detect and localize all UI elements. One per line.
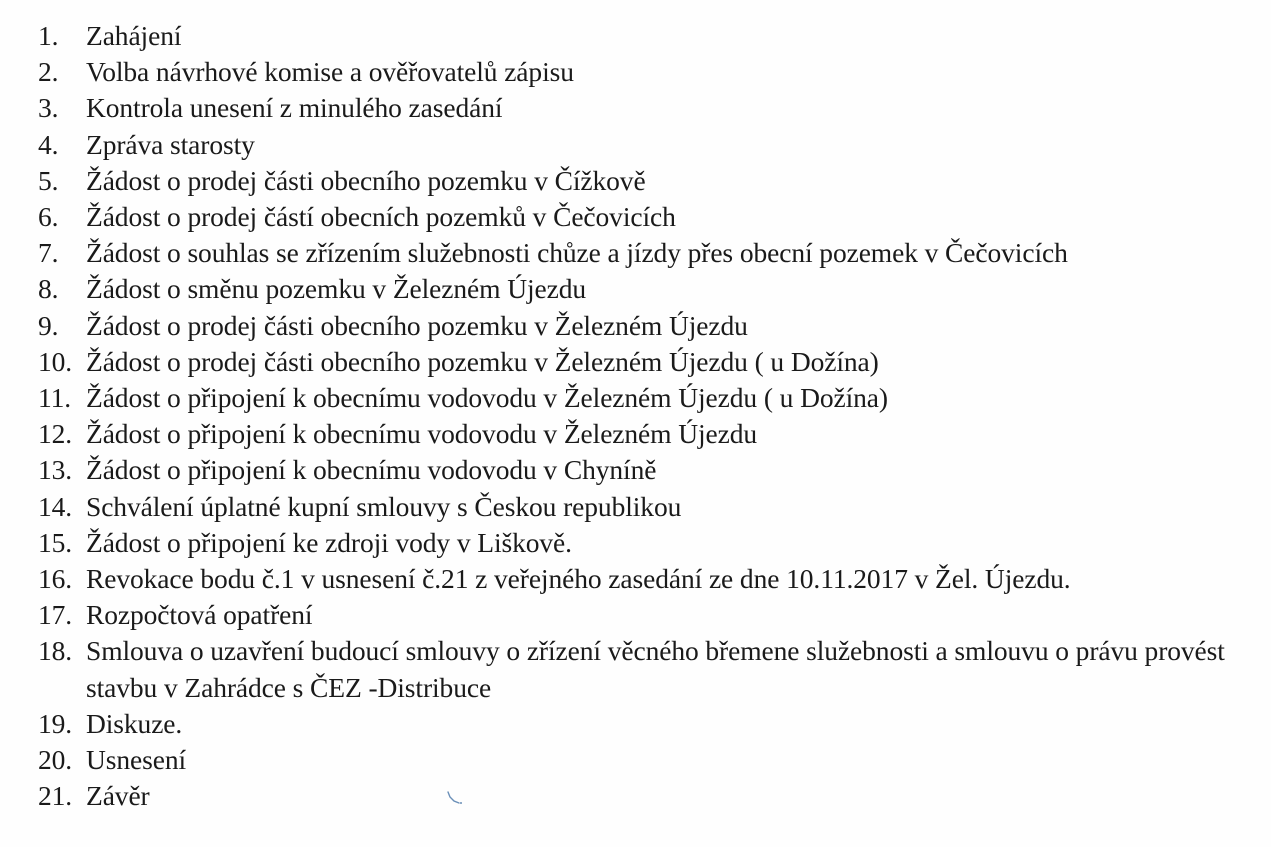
agenda-item [38, 163, 1263, 199]
agenda-item-number: 13. [38, 454, 73, 486]
agenda-item-text: Schválení úplatné kupní smlouvy s Českou republikou [86, 490, 682, 522]
agenda-item-text: Zpráva starosty [86, 128, 255, 160]
agenda-item-number: 14. [38, 490, 73, 522]
ink-speck-mark [446, 791, 466, 805]
agenda-item [38, 489, 1263, 525]
agenda-item-text: Smlouva o uzavření budoucí smlouvy o zřízení věcného břemene služebnosti a smlouvu o právu provést stavbu v Zahrádce s ČEZ -Distribuce [86, 635, 1225, 703]
agenda-item [38, 597, 1263, 633]
agenda-item-text: Volba návrhové komise a ověřovatelů zápisu [86, 56, 574, 88]
agenda-item-text: Žádost o prodej části obecního pozemku v Železném Újezdu [86, 309, 748, 341]
agenda-item [38, 54, 1263, 90]
agenda-item-text: Diskuze. [86, 707, 183, 739]
agenda-item-number: 5. [38, 164, 59, 196]
agenda-item-number: 2. [38, 56, 59, 88]
agenda-item [38, 308, 1263, 344]
agenda-item-number: 11. [38, 382, 72, 414]
agenda-item [38, 742, 1263, 778]
agenda-item-number: 9. [38, 309, 59, 341]
agenda-item-text: Rozpočtová opatření [86, 599, 313, 631]
agenda-item [38, 525, 1263, 561]
agenda-item-text: Žádost o připojení k obecnímu vodovodu v Železném Újezdu ( u Dožína) [86, 382, 888, 414]
agenda-item [38, 561, 1263, 597]
agenda-item [38, 452, 1263, 488]
agenda-item [38, 416, 1263, 452]
agenda-item-number: 12. [38, 418, 73, 450]
agenda-list [38, 18, 1263, 814]
agenda-item [38, 235, 1263, 271]
agenda-item-number: 1. [38, 20, 59, 51]
agenda-item-number: 4. [38, 128, 59, 160]
agenda-item-text: Zahájení [86, 20, 182, 51]
agenda-item [38, 199, 1263, 235]
agenda-item [38, 633, 1263, 705]
agenda-item-number: 15. [38, 526, 73, 558]
agenda-item [38, 271, 1263, 307]
agenda-item-text: Žádost o připojení k obecnímu vodovodu v Chyníně [86, 454, 657, 486]
agenda-item [38, 344, 1263, 380]
agenda-item-text: Žádost o připojení k obecnímu vodovodu v Železném Újezdu [86, 418, 758, 450]
agenda-item [38, 90, 1263, 126]
agenda-item [38, 18, 1263, 54]
agenda-item-text: Závěr [86, 780, 150, 812]
agenda-item-number: 18. [38, 635, 73, 667]
agenda-item [38, 706, 1263, 742]
agenda-item-number: 3. [38, 92, 59, 124]
agenda-item-number: 6. [38, 201, 59, 233]
agenda-item-number: 20. [38, 744, 73, 776]
agenda-item-text: Revokace bodu č.1 v usnesení č.21 z veřejného zasedání ze dne 10.11.2017 v Žel. Újezdu. [86, 563, 1071, 595]
agenda-item-number: 19. [38, 707, 73, 739]
agenda-item [38, 778, 1263, 814]
agenda-item-text: Žádost o souhlas se zřízením služebnosti chůze a jízdy přes obecní pozemek v Čečovicích [86, 237, 1068, 269]
agenda-item-text: Kontrola unesení z minulého zasedání [86, 92, 503, 124]
agenda-item-text: Žádost o připojení ke zdroji vody v Liškově. [86, 526, 572, 558]
agenda-item-text: Žádost o prodej částí obecních pozemků v Čečovicích [86, 201, 676, 233]
agenda-item-number: 21. [38, 780, 73, 812]
agenda-item-text: Usnesení [86, 744, 187, 776]
agenda-item-text: Žádost o směnu pozemku v Železném Újezdu [86, 273, 587, 305]
agenda-item [38, 127, 1263, 163]
agenda-item-number: 10. [38, 345, 73, 377]
agenda-item-text: Žádost o prodej části obecního pozemku v Železném Újezdu ( u Dožína) [86, 345, 879, 377]
agenda-item-text: Žádost o prodej části obecního pozemku v Čížkově [86, 164, 646, 196]
agenda-item-number: 8. [38, 273, 59, 305]
agenda-item-number: 16. [38, 563, 73, 595]
agenda-item-number: 7. [38, 237, 59, 269]
agenda-item-number: 17. [38, 599, 73, 631]
agenda-item [38, 380, 1263, 416]
